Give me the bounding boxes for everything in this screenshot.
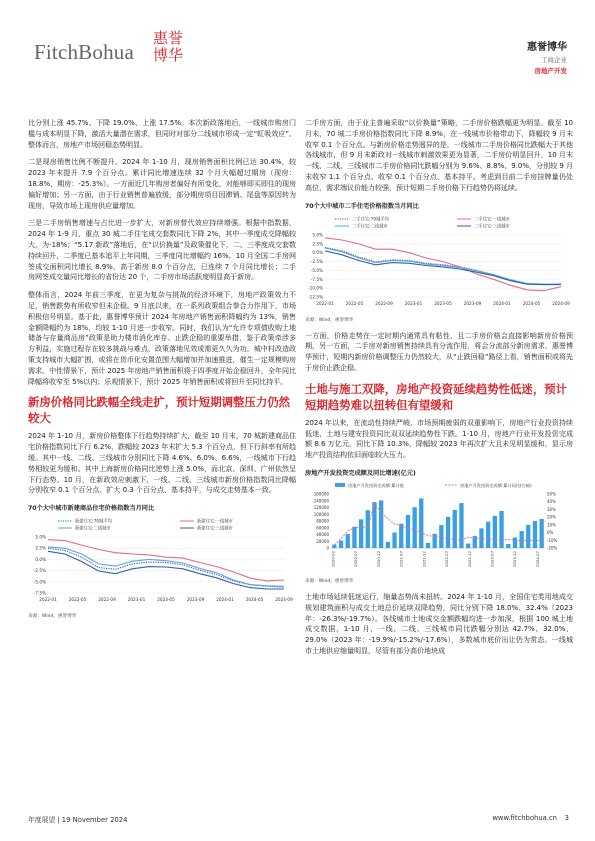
paragraph: 2024 年以来，在流动性持续严峻、市场预期疲弱的双重影响下，房地产行业投资持续低迷，土地与建安投资同比双双延续趋势性下跌。1-10 月，房地产行业开发投资完成额 8.6 万亿元，同比下降 10.3%，降幅较 2023 年再次扩大且未见明显缓和，显示房地产投资结构依旧面临较大压力。 bbox=[305, 417, 573, 460]
x-tick-label: 2022-09 bbox=[98, 597, 116, 603]
bar bbox=[486, 522, 490, 548]
y-tick-label: 0 bbox=[326, 545, 329, 551]
y-right-tick-label: 10% bbox=[547, 522, 556, 528]
x-tick-label: 2022-05 bbox=[345, 300, 364, 306]
bar bbox=[406, 515, 410, 548]
figure-source: 来源：Wind，惠誉博华 bbox=[305, 317, 354, 323]
y-right-tick-label: 0% bbox=[547, 530, 554, 536]
bar bbox=[506, 544, 510, 548]
paragraph: 整体而言，2024 年前三季度，在更为复杂与挑战的经济环境下，房地产政策效力不足，销售跌势有所收窄但未企稳。9 月底以来，在一系列政策组合拳合力作用下，市场积极信号明显。基于此，惠誉博华预计 2024 年房地产销售面积降幅约为 13%，销售金额降幅约为 18%，均较 1-10 月进一步收窄。同时，我们认为“允许专项债收购土地储备与存量商品房”政策是助力楼市消化库存、止跌企稳的重要举措，鉴于政策牵涉多方利益，实施过程存在较多挑战与难点，政策落地见效或需更久久为功。城中村改造政策支持城市大幅扩围，或将在货币化安置范围大幅增加并加速推进，催生一定规模购房需求。中性情景下，预计 2025 年房地产销售面积将于四季度开始企稳回升，全年同比降幅将收窄至 5%以内；乐观情景下，预计 2025 年销售面积或将回升至同比持平。 bbox=[28, 290, 296, 386]
bar bbox=[366, 510, 370, 548]
paragraph: 土地市场延续低迷运行，缩量态势尚未扭转。2024 年 1-10 月，全国住宅类用地成交规划建筑面积与成交土地总价延续双降趋势，同比分别下降 18.0%、32.4%（2023 年：-26.3%/-19.7%）。各线城市土地成交金额跌幅均进一步加深，根据 100 城土地成交数据，1-10 月，一线、二线、三线城市同比跌幅分别达 42.7%、32.0%、29.0%（2023 年：-19.9%/-15.2%/-17.6%），多数城市底价出让仍为常态。一线城市土地供应缩量明显，尽管有部分高价地块成 bbox=[305, 591, 573, 655]
bar bbox=[419, 498, 423, 548]
series-line bbox=[325, 248, 561, 284]
x-tick-label: 2020-12 bbox=[375, 550, 381, 567]
x-tick-label: 2021-07 bbox=[398, 550, 404, 567]
x-tick-label: 2024-09 bbox=[552, 300, 570, 306]
bar bbox=[379, 500, 383, 548]
bar bbox=[526, 525, 530, 548]
y-tick-label: -2.5% bbox=[310, 258, 323, 264]
bar bbox=[446, 517, 450, 548]
bar bbox=[493, 516, 497, 548]
header-section: 房地产开发 bbox=[534, 67, 567, 75]
x-tick-label: 2022-12 bbox=[466, 550, 472, 567]
bar bbox=[346, 534, 350, 548]
x-tick-label: 2023-09 bbox=[186, 597, 205, 603]
legend-label: 二手住宅:三线城市 bbox=[474, 224, 510, 230]
page-footer bbox=[28, 814, 567, 828]
paragraph: 一方面，价格走势在一定时期内通常具有粘性，且二手房价格会直接影响新房价格预期，另一方面，二手房对新房销售持续具有分流作用，将会分流部分新房需求，惠誉博华预计，短期内新房价格调整压力仍然较大，从“止跌回稳”路径上看，销售面积或将先于房价止跌企稳。 bbox=[305, 330, 573, 372]
bar bbox=[439, 525, 443, 548]
bar bbox=[339, 541, 343, 548]
x-tick-label: 2022-01 bbox=[39, 597, 57, 603]
y-tick-label: 20000 bbox=[316, 538, 329, 544]
bar bbox=[540, 519, 544, 548]
x-tick-label: 2023-01 bbox=[127, 597, 146, 603]
y-tick-label: -7.5% bbox=[33, 590, 46, 596]
section-heading: 新房价格同比跌幅全线走扩，预计短期调整压力仍然较大 bbox=[28, 395, 290, 426]
y-tick-label: -5.0% bbox=[33, 579, 46, 585]
x-tick-label: 2024-07 bbox=[534, 550, 540, 567]
bar bbox=[459, 503, 463, 548]
y-tick-label: -7.5% bbox=[310, 276, 323, 282]
investment-chart bbox=[305, 480, 567, 572]
bar bbox=[533, 521, 537, 548]
x-tick-label: 2022-09 bbox=[375, 300, 393, 306]
bar bbox=[332, 545, 336, 548]
x-tick-label: 2024-09 bbox=[275, 597, 293, 603]
y-tick-label: 80000 bbox=[316, 518, 329, 524]
left-column bbox=[28, 118, 296, 627]
paragraph: 二是现房销售比例不断提升。2024 年 1-10 月，现房销售面积比例已达 30.4%，较 2023 年末提升 7.9 个百分点。累计同比增速连续 32 个月大幅超过期房（现房：18.8%，期房：-25.3%）。一方面近几年购房者偏好有所变化，对能够即买即住的现房偏好增加；另一方面，由于行业销售普遍放缓，部分期房项目因滞销、尾盘等原因转为现房，导致市场上现房供应量增加。 bbox=[28, 157, 296, 210]
x-tick-label: 2023-07 bbox=[489, 550, 495, 567]
legend-label: 新建住宅:一线城市 bbox=[197, 519, 233, 525]
bar bbox=[466, 544, 470, 548]
bar bbox=[386, 542, 390, 548]
bar bbox=[413, 507, 417, 548]
figure-title: 70个大中城市二手住宅价格指数当月同比 bbox=[305, 202, 419, 210]
legend-label: 新建住宅:二线城市 bbox=[75, 526, 111, 532]
header-title: 惠誉博华 bbox=[527, 42, 567, 53]
y-tick-label: 5.0% bbox=[312, 232, 323, 238]
x-tick-label: 2023-05 bbox=[434, 300, 452, 306]
bar bbox=[499, 511, 503, 548]
fitchbohua-logo bbox=[34, 29, 194, 76]
x-tick-label: 2023-05 bbox=[157, 597, 175, 603]
bar bbox=[520, 531, 524, 548]
new-home-price-chart bbox=[28, 515, 293, 607]
y-right-tick-label: 20% bbox=[547, 514, 556, 520]
y-tick-label: 0.0% bbox=[35, 557, 46, 563]
y-tick-label: 0.0% bbox=[312, 249, 323, 255]
section-heading: 土地与施工双降，房地产投资延续趋势性低迷，预计短期趋势难以扭转但有望缓和 bbox=[305, 381, 567, 412]
x-tick-label: 2022-01 bbox=[316, 300, 334, 306]
y-tick-label: 120000 bbox=[313, 504, 329, 510]
bar bbox=[513, 537, 517, 548]
x-tick-label: 2024-05 bbox=[522, 300, 541, 306]
y-tick-label: -12.5% bbox=[308, 294, 323, 300]
legend-label: 房地产开发投资完成额:累计同比(右轴) bbox=[460, 482, 532, 488]
bar bbox=[352, 527, 356, 548]
x-tick-label: 2020-07 bbox=[353, 550, 359, 567]
logo-chinese-seal: 惠誉博华 bbox=[153, 29, 184, 64]
y-tick-label: 2.5% bbox=[35, 545, 46, 551]
y-tick-label: -2.5% bbox=[33, 568, 46, 574]
legend-label: 二手住宅:一线城市 bbox=[474, 217, 510, 223]
header-subtitle: 工商企业 bbox=[541, 56, 567, 64]
x-tick-label: 2023-12 bbox=[512, 550, 518, 567]
y-tick-label: 100000 bbox=[313, 511, 329, 517]
growth-line bbox=[334, 503, 541, 545]
bar bbox=[359, 519, 363, 548]
x-tick-label: 2024-01 bbox=[216, 597, 234, 603]
x-tick-label: 2024-05 bbox=[245, 597, 264, 603]
legend-label: 新建住宅:70城平均 bbox=[75, 519, 112, 525]
y-tick-label: 2.5% bbox=[312, 240, 323, 246]
x-tick-label: 2023-09 bbox=[463, 300, 482, 306]
header-meta bbox=[527, 38, 567, 75]
series-line bbox=[48, 548, 284, 587]
bar bbox=[392, 532, 396, 548]
y-tick-label: 40000 bbox=[316, 531, 329, 537]
y-right-tick-label: 50% bbox=[547, 491, 556, 497]
paragraph: 2024 年 1-10 月，新房价格整体下行趋势持续扩大，截至 10 月末，70 城新建商品住宅价格指数同比下行 6.2%，跌幅较 2023 年末扩大 5.3 个百分点，但下行斜率有所趋缓。其中一线、二线、三线城市分别同比下降 4.6%、6.0%、6.6%，一线城市下行趋势相较更为缓和。其中上海新房价格同比逆势上涨 5.0%，而北京、深圳、广州依然呈下行态势。10 月，在新政效应刺激下，一线、二线、三线城市新房价格指数同比降幅分别收窄 0.1 个百分点、扩大 0.3 个百分点、基本持平，与成交走势基本一致。 bbox=[28, 431, 296, 495]
bar bbox=[399, 524, 403, 548]
second-hand-price-chart bbox=[305, 213, 570, 311]
y-tick-label: 140000 bbox=[313, 498, 329, 504]
y-right-tick-label: -20% bbox=[547, 545, 558, 551]
bar bbox=[426, 543, 430, 548]
y-right-tick-label: 40% bbox=[547, 499, 556, 505]
figure-title: 房地产开发投资完成额及同比增速(亿元) bbox=[305, 469, 416, 477]
series-line bbox=[325, 250, 561, 284]
x-tick-label: 2024-01 bbox=[493, 300, 511, 306]
legend-label: 新建住宅:三线城市 bbox=[197, 526, 233, 532]
y-tick-label: 60000 bbox=[316, 525, 329, 531]
legend-label: 二手住宅:二线城市 bbox=[352, 224, 388, 230]
x-tick-label: 2021-12 bbox=[421, 550, 427, 567]
y-tick-label: 5.0% bbox=[35, 534, 46, 540]
figure-title: 70个大中城市新建商品住宅价格指数当月同比 bbox=[28, 505, 155, 513]
paragraph: 比分别上涨 45.7%、下降 19.0%、上涨 17.5%。本次新政落地后，一线城市购房门槛与成本明显下降，激活大量潜在需求，但同时对部分二线城市形成一定“虹吸效应”。整体而言，房地产市场回稳态势明显。 bbox=[28, 118, 296, 149]
footer-report-date: 年度展望 | 19 November 2024 bbox=[28, 816, 128, 824]
page-number: 3 bbox=[564, 814, 569, 822]
x-tick-label: 2023-01 bbox=[404, 300, 423, 306]
logo-wordmark: FitchBohua bbox=[34, 40, 134, 64]
y-tick-label: 160000 bbox=[313, 491, 329, 497]
paragraph: 二手房方面，由于业主普遍采取“以价换量”策略，二手房价格跌幅更为明显。截至 10 月末，70 城二手房价格指数同比下降 8.9%，在一线城市价格带动下，降幅较 9 月末收窄 0.1 个百分点。与新房价格走势迥异的是，一线城市二手房价格同比跌幅大于其他各线城市，但 9 月末新政对一线城市刺激效果更为显著，二手房价明显回升，10 月末一线、二线、三线城市二手房价格同比跌幅分别为 9.6%、8.8%、9.0%，分别较 9 月末收窄 1.1 个百分点、收窄 0.1 个百分点、基本持平。考虑到目前二手房挂牌量仍处高位，需求端议价能力较强，预计短期二手房价格下行趋势仍将延续。 bbox=[305, 118, 573, 192]
y-right-tick-label: -10% bbox=[547, 537, 558, 543]
legend-swatch bbox=[335, 483, 345, 487]
figure-source: 来源：Wind，惠誉博华 bbox=[28, 614, 77, 620]
bar bbox=[453, 510, 457, 548]
figure-source: 来源：Wind，惠誉博华 bbox=[305, 578, 354, 584]
y-tick-label: -10.0% bbox=[308, 285, 323, 291]
paragraph: 三是二手房销售增速与占比进一步扩大，对新房替代效应持续增强。根据中指数据，2024 年 1-9 月，重点 30 城二手住宅成交套数同比下降 2%，其中一季度成交降幅较大，为-18%；“5.17 新政”落地后，在“以价换量”及政策催化下，二、三季度成交套数持续回升，二季度已基本追平上年同期，三季度同比增幅约 16%。10 月全国二手房网签成交面积同比增长 8.9%，高于新房 8.0 个百分点，已连续 7 个月同比增长；二手房网签成交量同比增长的省份达 20 个，二手房市场活跃度明显高于新房。 bbox=[28, 218, 296, 282]
x-tick-label: 2022-07 bbox=[444, 550, 450, 567]
y-tick-label: -5.0% bbox=[310, 267, 323, 273]
legend-label: 二手住宅:70城平均 bbox=[352, 217, 389, 223]
y-right-tick-label: 30% bbox=[547, 506, 556, 512]
x-tick-label: 2022-05 bbox=[68, 597, 87, 603]
footer-url: www.fitchbohua.cn bbox=[492, 814, 557, 822]
legend-label: 房地产开发投资完成额:累计值 bbox=[348, 482, 404, 488]
x-tick-label: 2020-02 bbox=[330, 550, 336, 567]
right-column bbox=[305, 118, 573, 664]
